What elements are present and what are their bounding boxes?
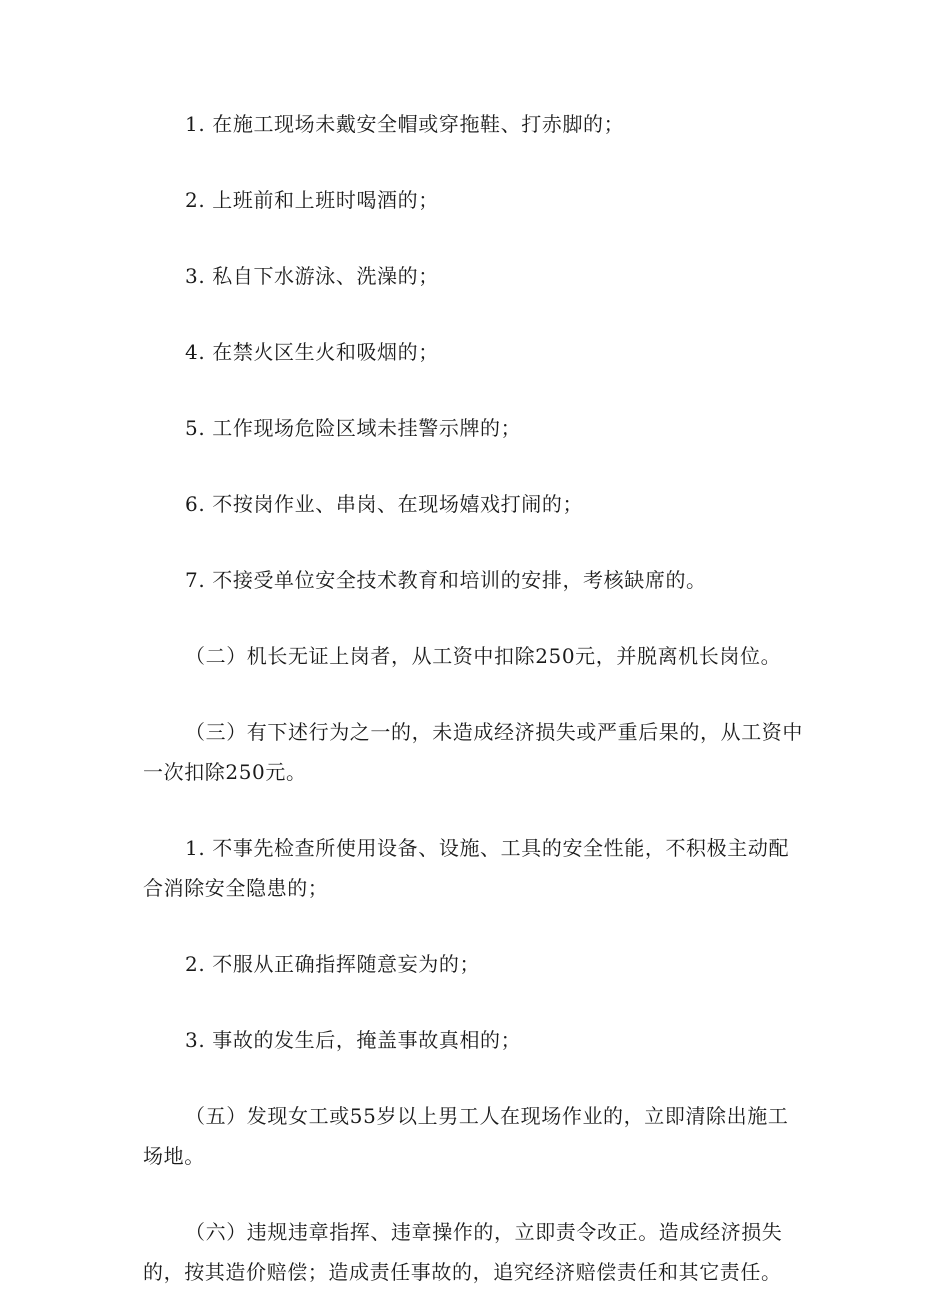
document-body — [143, 104, 808, 1292]
list-item: 3. 事故的发生后，掩盖事故真相的； — [185, 1028, 522, 1052]
list-item: 6. 不按岗作业、串岗、在现场嬉戏打闹的； — [185, 492, 584, 516]
list-item: 2. 上班前和上班时喝酒的； — [185, 188, 439, 212]
list-item: 2. 不服从正确指挥随意妄为的； — [185, 952, 481, 976]
section-five-paragraph: （五）发现女工或55岁以上男工人在现场作业的，立即清除出施工场地。 — [143, 1104, 789, 1168]
section-three-paragraph: （三）有下述行为之一的，未造成经济损失或严重后果的，从工资中一次扣除250元。 — [143, 720, 803, 784]
list-item: 7. 不接受单位安全技术教育和培训的安排，考核缺席的。 — [185, 568, 707, 592]
section-six-paragraph: （六）违规违章指挥、违章操作的，立即责令改正。造成经济损失的，按其造价赔偿；造成责任事故的，追究经济赔偿责任和其它责任。 — [143, 1220, 783, 1284]
list-item: 5. 工作现场危险区域未挂警示牌的； — [185, 416, 522, 440]
list-item: 4. 在禁火区生火和吸烟的； — [185, 340, 439, 364]
list-item: 3. 私自下水游泳、洗澡的； — [185, 264, 439, 288]
section-two-paragraph: （二）机长无证上岗者，从工资中扣除250元，并脱离机长岗位。 — [185, 644, 782, 668]
list-item: 1. 在施工现场未戴安全帽或穿拖鞋、打赤脚的； — [185, 112, 625, 136]
list-item: 1. 不事先检查所使用设备、设施、工具的安全性能，不积极主动配合消除安全隐患的； — [143, 836, 790, 900]
